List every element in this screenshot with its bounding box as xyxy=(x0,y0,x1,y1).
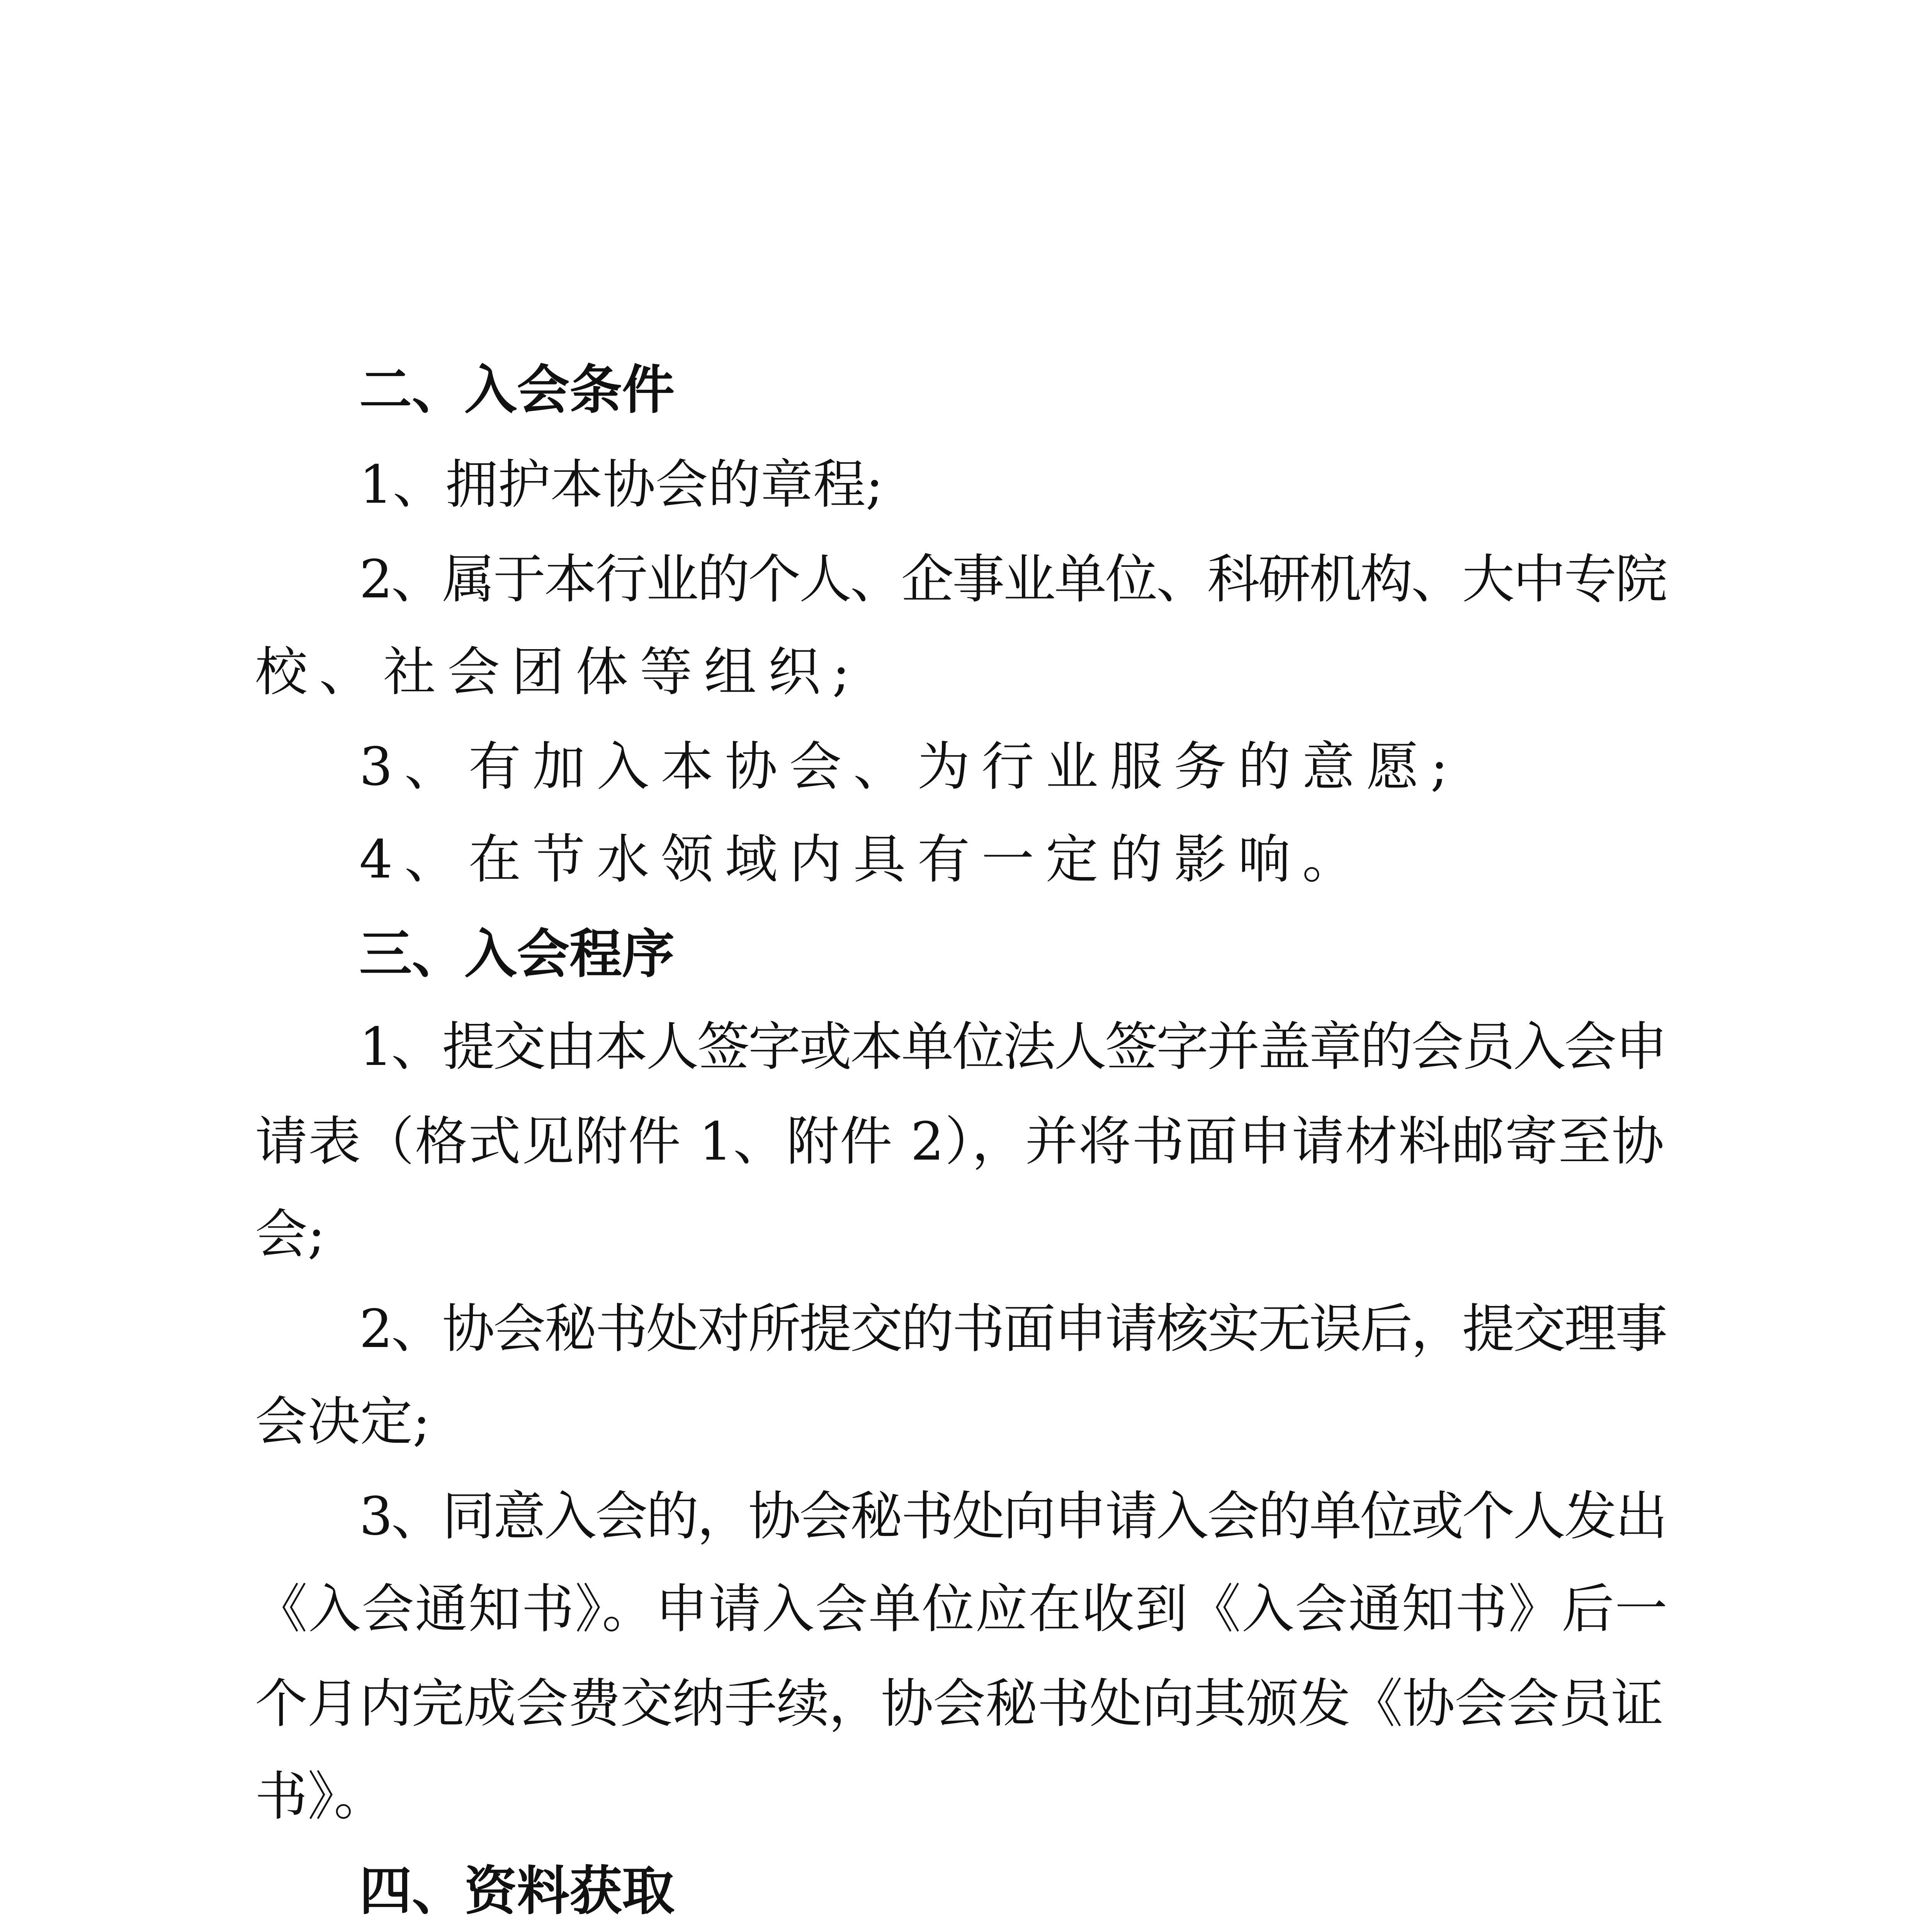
procedure-line-4: 2、协会秘书处对所提交的书面申请核实无误后，提交理事 xyxy=(359,1299,1666,1360)
condition-item-1: 1、拥护本协会的章程; xyxy=(359,454,884,515)
paragraph-line xyxy=(0,1565,1917,1654)
paragraph-line xyxy=(0,1752,1917,1841)
condition-item-2-cont: 校、社会团体等组织; xyxy=(255,642,862,703)
paragraph-line xyxy=(0,1285,1917,1374)
procedure-line-8: 个月内完成会费交纳手续，协会秘书处向其颁发《协会会员证 xyxy=(255,1673,1663,1735)
paragraph-line xyxy=(0,1660,1917,1748)
procedure-line-9: 书》。 xyxy=(255,1766,386,1827)
paragraph-line xyxy=(0,1378,1917,1466)
paragraph-line xyxy=(0,1190,1917,1279)
paragraph-line xyxy=(0,440,1917,529)
heading-text: 三、入会程序 xyxy=(359,924,675,985)
paragraph-line xyxy=(0,815,1917,904)
paragraph-line xyxy=(0,535,1917,624)
procedure-line-6: 3、同意入会的，协会秘书处向申请入会的单位或个人发出 xyxy=(359,1486,1666,1547)
paragraph-line xyxy=(0,1472,1917,1561)
section-heading-conditions xyxy=(0,346,1917,435)
condition-item-4: 4、在节水领域内具有一定的影响。 xyxy=(359,829,1366,890)
paragraph-line xyxy=(0,723,1917,811)
paragraph-line xyxy=(0,1003,1917,1092)
paragraph-line xyxy=(0,1097,1917,1186)
section-heading-procedure xyxy=(0,910,1917,999)
paragraph-line xyxy=(0,628,1917,717)
procedure-line-5: 会决定; xyxy=(255,1391,430,1452)
section-heading-materials xyxy=(0,1847,1917,1932)
procedure-line-3: 会; xyxy=(255,1204,325,1265)
procedure-line-7: 《入会通知书》。申请入会单位应在收到《入会通知书》后一 xyxy=(255,1579,1668,1640)
heading-text: 二、入会条件 xyxy=(359,360,675,421)
procedure-line-2: 请表（格式见附件 1、附件 2），并将书面申请材料邮寄至协 xyxy=(255,1111,1665,1172)
heading-text: 四、资料获取 xyxy=(359,1861,675,1922)
condition-item-3: 3、有加入本协会、为行业服务的意愿; xyxy=(359,736,1460,798)
procedure-line-1: 1、提交由本人签字或本单位法人签字并盖章的会员入会申 xyxy=(359,1017,1666,1078)
condition-item-2: 2、属于本行业的个人、企事业单位、科研机构、大中专院 xyxy=(359,549,1666,610)
